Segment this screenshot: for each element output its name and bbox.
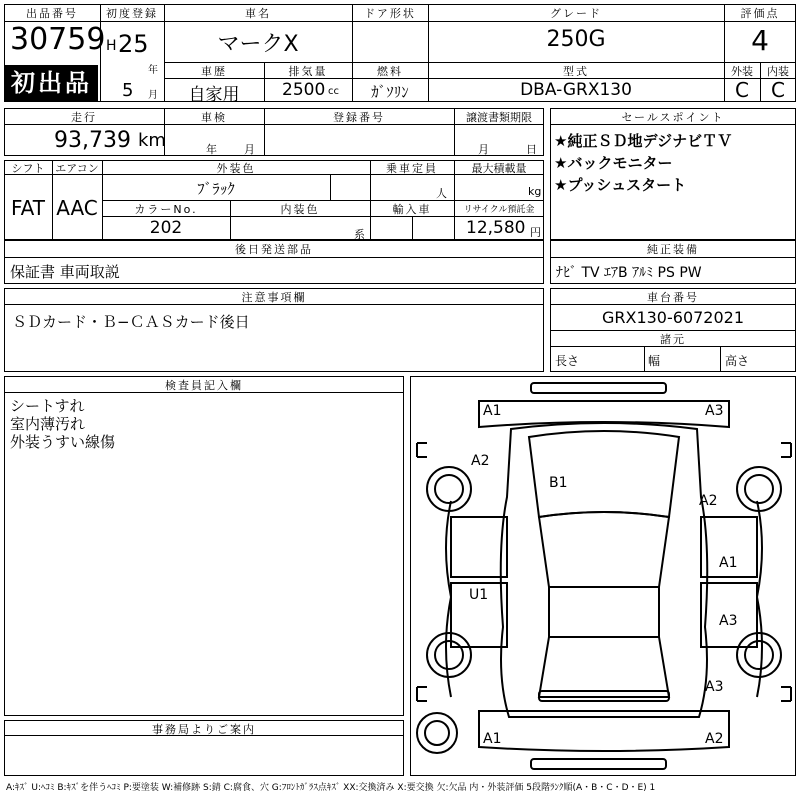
model-label: 型式 bbox=[563, 65, 589, 78]
inspector-line: 外装うすい線傷 bbox=[10, 433, 116, 451]
equipment-value: ﾅﾋﾞ TV ｴｱB ｱﾙﾐ PS PW bbox=[556, 265, 702, 281]
reg-year: 25 bbox=[118, 30, 149, 58]
length-label: 長さ bbox=[555, 354, 580, 368]
load-label: 最大積載量 bbox=[471, 162, 527, 175]
car-name: マークX bbox=[217, 32, 299, 57]
damage-mark-rear-left: A1 bbox=[483, 731, 502, 747]
capacity-label: 乗車定員 bbox=[386, 162, 438, 175]
interior-grade: C bbox=[771, 78, 785, 102]
chassis-value: GRX130-6072021 bbox=[601, 308, 745, 327]
notes-value: ＳＤカード・Ｂ−ＣＡＳカード後日 bbox=[12, 313, 250, 331]
damage-mark-left-front-fender: A2 bbox=[471, 453, 490, 469]
displacement-value: 2500 bbox=[282, 80, 326, 100]
color-no-value: 202 bbox=[149, 218, 183, 238]
equipment-label: 純正装備 bbox=[647, 243, 699, 256]
interior-color-label: 内装色 bbox=[280, 203, 320, 216]
transfer-month-unit: 月 bbox=[478, 143, 489, 156]
reg-month-unit: 月 bbox=[148, 90, 158, 101]
ac-value: AAC bbox=[56, 196, 98, 220]
interior-label: 内装 bbox=[767, 65, 789, 78]
mileage-label: 走行 bbox=[71, 111, 97, 124]
height-label: 高さ bbox=[725, 354, 750, 368]
score-value: 4 bbox=[751, 24, 769, 57]
interior-color-unit: 系 bbox=[354, 228, 365, 241]
import-label: 輸入車 bbox=[392, 203, 432, 216]
recycle-label: リサイクル預託金 bbox=[463, 205, 535, 215]
color-label: 外装色 bbox=[216, 162, 256, 175]
damage-mark-left-rear-door: U1 bbox=[469, 587, 489, 603]
damage-mark-right-front-fender: A2 bbox=[699, 493, 718, 509]
door-label: ドア形状 bbox=[364, 7, 416, 20]
mileage-unit: km bbox=[138, 130, 166, 151]
mileage-value: 93,739 bbox=[54, 128, 131, 153]
damage-diagram bbox=[410, 376, 796, 776]
office-label: 事務局よりご案内 bbox=[152, 723, 256, 736]
damage-mark-right-quarter: A3 bbox=[705, 679, 724, 695]
model-value: DBA-GRX130 bbox=[520, 80, 632, 100]
load-unit: kg bbox=[528, 185, 542, 198]
fuel-value: ｶﾞｿﾘﾝ bbox=[371, 83, 409, 101]
inspector-line: シートすれ bbox=[10, 397, 85, 415]
dims-label: 諸元 bbox=[660, 333, 686, 346]
notes-label: 注意事項欄 bbox=[241, 291, 307, 304]
reg-label: 初度登録 bbox=[106, 7, 158, 20]
color-value: ﾌﾞﾗｯｸ bbox=[197, 180, 235, 198]
damage-mark-right-front-door: A1 bbox=[719, 555, 738, 571]
sales-point-item: ★純正ＳＤ地デジナビＴＶ bbox=[554, 132, 733, 150]
capacity-unit: 人 bbox=[436, 187, 447, 200]
shift-label: シフト bbox=[11, 162, 45, 175]
lot-label: 出品番号 bbox=[26, 7, 78, 20]
damage-mark-hood: B1 bbox=[549, 475, 568, 491]
color-no-label: カラーNo. bbox=[134, 203, 198, 216]
ac-label: エアコン bbox=[55, 162, 99, 175]
reg-year-unit: 年 bbox=[148, 65, 158, 76]
width-label: 幅 bbox=[648, 354, 661, 368]
inspector-line: 室内薄汚れ bbox=[10, 415, 86, 433]
first-listing-badge: 初出品 bbox=[5, 65, 98, 101]
legend: A:ｷｽﾞ U:ﾍｺﾐ B:ｷｽﾞを伴うﾍｺﾐ P:要塗装 W:補修跡 S:錆 C:腐食、穴 G:ﾌﾛﾝﾄｶﾞﾗｽ点ｷｽﾞ XX:交換済み X:要交換 欠:欠品 内・外装評価 5段階ﾗﾝｸ順(A・B・C・D・E) 1 bbox=[6, 783, 656, 793]
damage-mark-right-rear-door: A3 bbox=[719, 613, 738, 629]
inspector-label: 検査員記入欄 bbox=[165, 379, 243, 392]
shift-value: FAT bbox=[10, 196, 45, 220]
displacement-label: 排気量 bbox=[288, 65, 328, 78]
inspection-year-unit: 年 bbox=[206, 143, 217, 156]
sales-point-item: ★プッシュスタート bbox=[554, 176, 687, 194]
fuel-label: 燃料 bbox=[377, 65, 403, 78]
grade-value: 250G bbox=[546, 27, 606, 52]
history-label: 車歴 bbox=[201, 65, 227, 78]
history-value: 自家用 bbox=[188, 85, 240, 105]
damage-mark-front-right: A3 bbox=[705, 403, 724, 419]
later-shipment-label: 後日発送部品 bbox=[235, 243, 313, 256]
transfer-day-unit: 日 bbox=[526, 143, 537, 156]
registration-label: 登録番号 bbox=[333, 111, 385, 124]
grade-label: グレード bbox=[550, 7, 602, 20]
score-label: 評価点 bbox=[740, 7, 780, 20]
exterior-label: 外装 bbox=[731, 65, 753, 78]
reg-era: H bbox=[106, 38, 117, 54]
lot-number: 30759 bbox=[10, 22, 106, 57]
recycle-value: 12,580 bbox=[466, 218, 526, 238]
reg-month: 5 bbox=[122, 80, 134, 101]
name-label: 車名 bbox=[245, 7, 271, 20]
later-shipment-value: 保証書 車両取説 bbox=[10, 263, 120, 281]
damage-mark-front-left: A1 bbox=[483, 403, 502, 419]
inspection-label: 車検 bbox=[201, 111, 227, 124]
sales-points-label: セールスポイント bbox=[621, 111, 725, 124]
transfer-docs-label: 譲渡書類期限 bbox=[466, 111, 532, 124]
displacement-unit: cc bbox=[328, 86, 339, 97]
sales-point-item: ★バックモニター bbox=[554, 154, 673, 172]
chassis-label: 車台番号 bbox=[647, 291, 699, 304]
inspection-month-unit: 月 bbox=[244, 143, 255, 156]
damage-mark-rear-right: A2 bbox=[705, 731, 724, 747]
recycle-unit: 円 bbox=[530, 226, 541, 239]
exterior-grade: C bbox=[735, 78, 749, 102]
